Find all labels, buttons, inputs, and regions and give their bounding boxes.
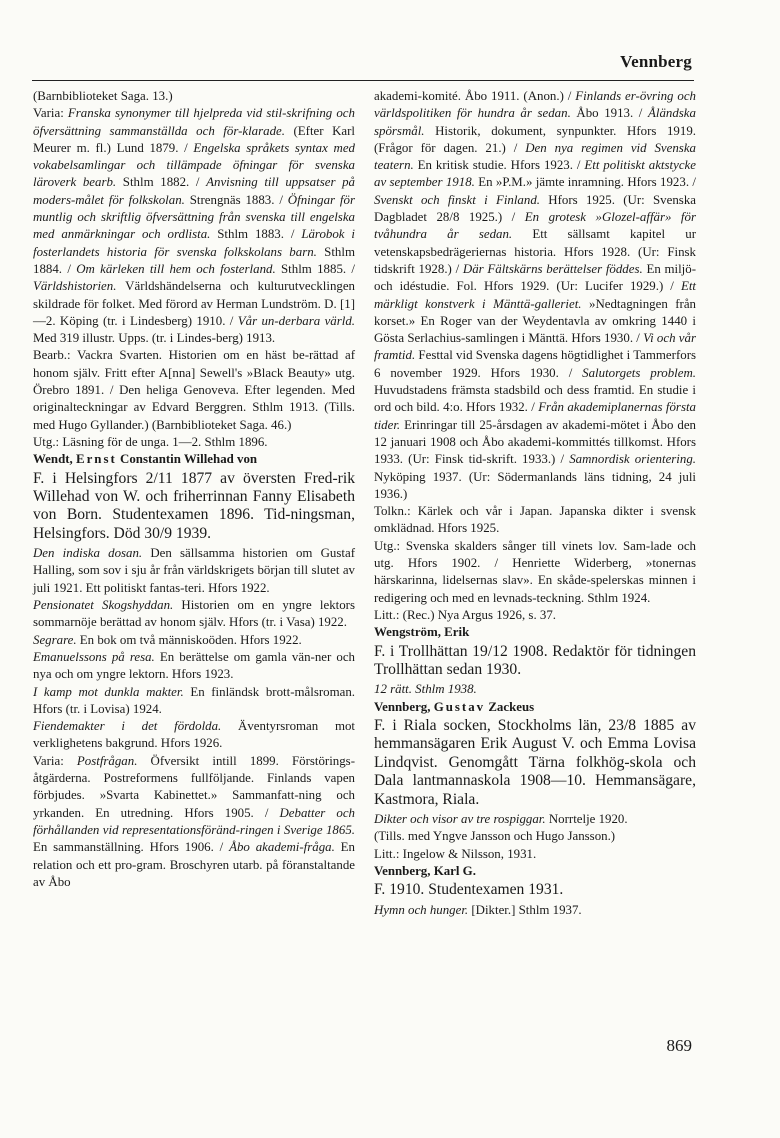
title: Emanuelssons på resa. [33, 649, 155, 664]
continued-entry [374, 88, 696, 503]
text: En bok om två människoöden. Hfors 1922. [76, 632, 302, 647]
title: Från akademiplanernas första tider. [374, 400, 696, 432]
title: Vi och vår framtid. [374, 331, 696, 363]
author-bio: F. i Helsingfors 2/11 1877 av översten Fred-rik Willehad von W. och friherrinnan Fanny Elisabeth von Born. Studentexamen 1896. Tid-ningsman, Helsingfors. Död 30/9 1939. [33, 469, 355, 542]
title: Svenskt och finskt i Finland. [374, 192, 540, 207]
utg-entry: Utg.: Svenska skalders sånger till vinets lov. Sam-lade och utg. Hfors 1902. / Henriette Widerberg, »tonernas härskarinna, lidelsernas slav». En skåde-spelerskas minnen i redigering och med en levnads-teckning. Sthlm 1924. [374, 538, 696, 605]
text: Erinringar till 25-årsdagen av akademi-mötet i Åbo den 12 januari 1908 och Åbo akademi-kommittés tillkomst. Hfors 1933. (Ur: Finsk tid-skrift. 1933.) / [374, 417, 696, 467]
entry-line: (Barnbiblioteket Saga. 13.) [33, 89, 173, 103]
title: Åländska spörsmål. [374, 106, 696, 138]
title: Pensionatet Skogshyddan. [33, 598, 174, 613]
title: Vår un-derbara värld. [237, 313, 356, 328]
author-heading: Wengström, Erik [374, 625, 470, 640]
title: Hymn och hunger. [374, 902, 469, 917]
text: Äventyrsroman mot verklighetens bakgrund. Hfors 1926. [33, 719, 355, 751]
text: Nyköping 1937. (Ur: Södermanlands läns tidning, 24 juli 1936.) [374, 469, 696, 501]
title: En grotesk »Glozel-affär» för tvåhundra år sedan. [374, 210, 696, 242]
work-entry: 12 rätt. Sthlm 1938. [374, 682, 477, 697]
text: Sthlm 1882. / [116, 175, 207, 190]
title: Finlands er-övring och världspolitiken för hundra år sedan. [374, 89, 696, 121]
text: Strengnäs 1883. / [184, 192, 288, 207]
author-heading [33, 451, 355, 468]
author-bio: F. i Riala socken, Stockholms län, 23/8 1885 av hemmansägaren Erik August V. och Emma Lovisa Lindqvist. Genomgått Tärna folkhög-skola och Dala lantmannaskola 1908—10. Hemmansägare, Kastmora, Riala. [374, 716, 696, 808]
litt-entry: Litt.: (Rec.) Nya Argus 1926, s. 37. [374, 607, 557, 622]
title: Anvisning till uppsatser på moders-målet för folkskolan. [33, 175, 355, 207]
work-entry [33, 597, 355, 632]
title: Samnordisk orientering. [569, 452, 696, 467]
label: Varia: [33, 106, 68, 121]
title: Om kärleken till hem och fosterland. [76, 261, 276, 276]
text: Ett sällsamt kapitel ur vetenskapsbedrägeriernas historia. Hfors 1928. (Ur: Finsk tidskrift 1928.) / [374, 227, 696, 276]
author-bio: F. 1910. Studentexamen 1931. [374, 881, 564, 899]
text: Den sällsamma historien om Gustaf Halling, som sov i sju år från världskrigets början till slutet av juli 1921. Ett politiskt fantas-teri. Hfors 1922. [33, 546, 355, 595]
title: I kamp mot dunkla makter. [33, 684, 184, 699]
text: Huvudstadens främsta stadsbild och dess framtid. En studie i ord och bild. 4:o. Hfors 1932. / [374, 383, 696, 415]
text: Åbo 1913. / [570, 106, 648, 121]
text: Sthlm 1884. / [33, 244, 355, 276]
given-name: Ernst [75, 452, 117, 467]
text: En kritisk studie. Hfors 1923. / [413, 158, 585, 173]
title: Salutorgets problem. [582, 365, 696, 380]
title: Engelska språkets syntax med vokabelsamlingar och tillämpade öfningar för svenska läroverk bearb. [33, 140, 355, 190]
text: Sthlm 1883. / [210, 227, 302, 242]
work-entry [33, 649, 355, 684]
surname: Vennberg, [374, 699, 434, 714]
title: Ett märkligt konstverk i Mänttä-galleriet. [374, 279, 696, 311]
entry-line: (Tills. med Yngve Jansson och Hugo Jansson.) [374, 829, 616, 844]
title: Åbo akademi-fråga. [229, 840, 335, 855]
author-heading: Vennberg, Karl G. [374, 863, 476, 878]
text: [Dikter.] Sthlm 1937. [468, 902, 582, 917]
text: En relation och ett pro-gram. Broschyren utarb. på föranstaltande av Åbo [33, 840, 355, 889]
running-head: Vennberg [620, 52, 692, 71]
page-number: 869 [666, 1036, 692, 1055]
text: Hfors 1925. (Ur: Svenska Dagbladet 28/8 1925.) / [374, 192, 696, 225]
title: Världshistorien. [33, 279, 117, 294]
work-entry [33, 545, 355, 597]
title: Debatter och förhållanden vid representationsföränd-ringen i Sverige 1865. [33, 805, 355, 837]
surname: Wendt, [33, 452, 76, 467]
tolkn-entry: Tolkn.: Kärlek och vår i Japan. Japanska dikter i svensk omklädnad. Hfors 1925. [374, 504, 696, 536]
work-entry [33, 718, 355, 753]
title: Där Fältskärns berättelser föddes. [462, 261, 643, 276]
varia-entry [33, 753, 355, 891]
work-entry [33, 684, 355, 719]
text: Norrtelje 1920. [545, 811, 628, 826]
text: Med 319 illustr. Upps. (tr. i Lindes-berg) 1913. [33, 331, 276, 346]
other-names: Constantin Willehad von [116, 452, 258, 467]
label: Varia: [33, 753, 77, 768]
text: »Nedtagningen från korset.» En Roger van der Weydentavla av omkring 1440 i Gösta Serlachius-samlingen i Mänttä. Hfors 1930. / [374, 296, 696, 346]
varia-entry [33, 105, 355, 347]
left-column [33, 88, 355, 891]
text: Sthlm 1885. / [275, 261, 356, 276]
author-bio: F. i Trollhättan 19/12 1908. Redaktör för tidningen Trollhättan sedan 1930. [374, 642, 696, 678]
other-names: Zackeus [485, 699, 535, 714]
text: En finländsk brott-målsroman. Hfors (tr. i Lovisa) 1924. [33, 684, 355, 716]
header-rule [32, 80, 694, 81]
given-name: Gustav [433, 699, 486, 714]
text: En miljö- och idéstudie. Fol. Hfors 1929. (Ur: Lucifer 1929.) / [374, 261, 697, 294]
title: Postfrågan. [76, 753, 138, 768]
litt-entry: Litt.: Ingelow & Nilsson, 1931. [374, 846, 537, 861]
title: Segrare. [33, 632, 77, 647]
text: En berättelse om gamla vän-ner och nya och om yngre lektorn. Hfors 1923. [33, 649, 355, 682]
text: Historien om en yngre lektors sommarnöje berättad av honom själv. Hfors (tr. i Vasa) 1922. [33, 598, 355, 630]
text: En »P.M.» jämte inramning. Hfors 1923. / [474, 175, 696, 190]
text: Öfversikt intill 1899. Förstörings-åtgärderna. Postreformens fullföljande. Finlands vapen förbjudes. »Svarta Kabinettet.» Sammanfatt-ning och yrkanden. En utredning. Hfors 1905. / [33, 753, 355, 820]
right-column [374, 88, 696, 919]
title: Lärobok i fosterlandets historia för svenska folkskolans barn. [33, 227, 355, 259]
text: akademi-komité. Åbo 1911. (Anon.) / [374, 89, 576, 103]
utg-entry: Utg.: Läsning för de unga. 1—2. Sthlm 1896. [33, 434, 268, 449]
title: Franska synonymer till hjelpreda vid stil-skrifning och öfversättning sammanställda och för-klarade. [33, 106, 355, 138]
title: Öfningar för muntlig och skriftlig öfversättning från svenska till engelska med anmärkningar och ordlista. [33, 192, 355, 242]
text: Festtal vid Svenska dagens högtidlighet i Tammerfors 6 november 1929. Hfors 1930. / [374, 348, 696, 380]
bearb-entry: Bearb.: Vackra Svarten. Historien om en häst be-rättad af honom själv. Fritt efter A[nna] Sewell's »Black Beauty» utg. Örebro 1891. / Den heliga Genoveva. Efter legenden. Med originalteckningar av Edvard Berggren. Sthlm 1913. (Tills. med Hugo Gyllander.) (Barnbiblioteket Saga. 46.) [33, 348, 355, 432]
text: Historik, dokument, synpunkter. Hfors 1919. (Frågor för dagen. 21.) / [374, 123, 696, 155]
work-entry [374, 902, 696, 919]
text: Världshändelserna och kulturutvecklingen skildrade för folket. Med förord av Herman Lundström. D. [1]—2. Köping (tr. i Lindesberg) 1910. / [33, 279, 355, 328]
text: En sammanställning. Hfors 1906. / [33, 840, 230, 855]
author-heading [374, 699, 696, 716]
work-entry [33, 632, 355, 649]
text: (Efter Karl Meurer m. fl.) Lund 1879. / [33, 123, 356, 155]
title: Ett politiskt aktstycke av september 1918. [374, 158, 696, 190]
title: Den nya regimen vid Svenska teatern. [374, 140, 696, 173]
title: Den indiska dosan. [33, 546, 143, 561]
title: Fiendemakter i det fördolda. [33, 719, 222, 734]
title: Dikter och visor av tre rospiggar. [374, 811, 546, 826]
work-entry [374, 811, 696, 828]
